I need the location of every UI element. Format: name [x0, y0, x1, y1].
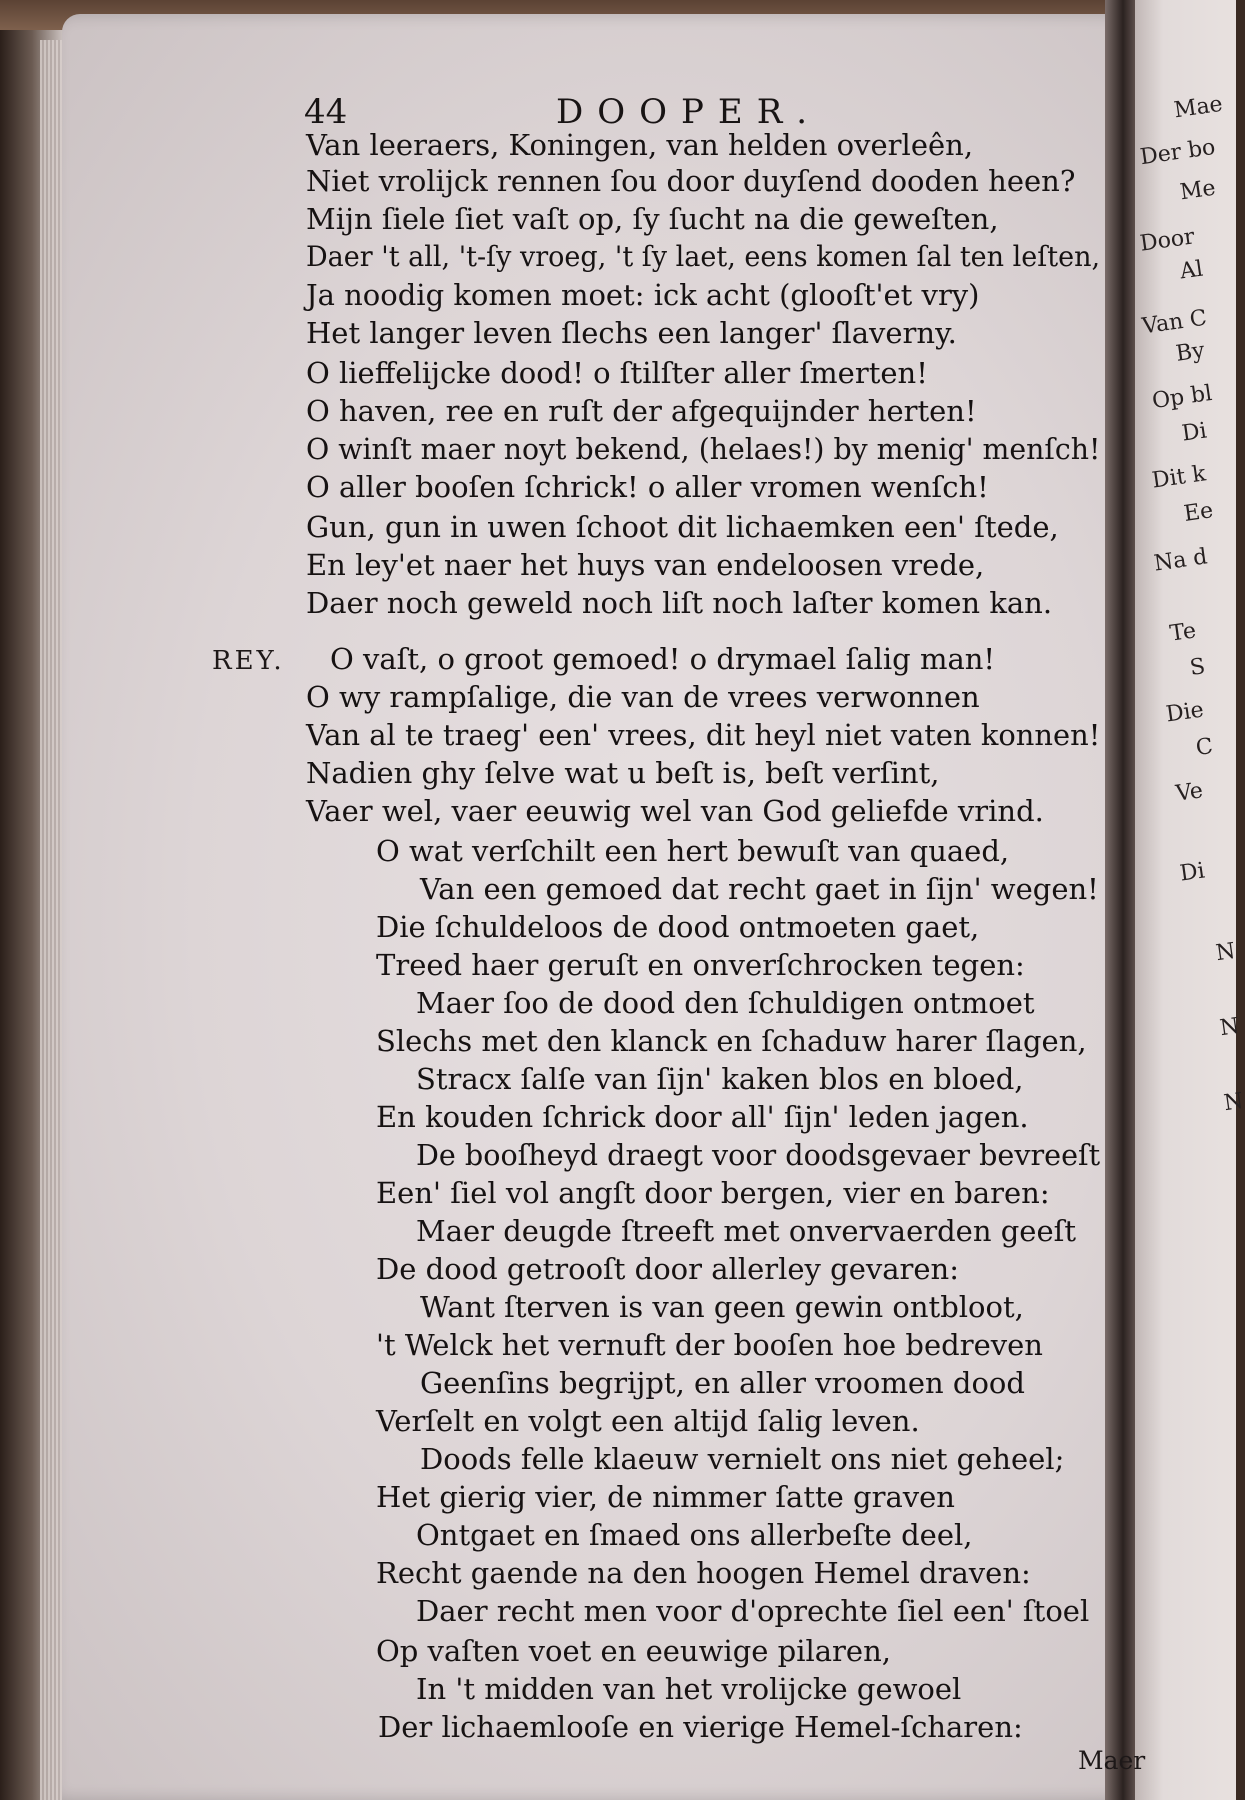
verse-line: En ley'et naer het huys van endeloosen vrede,	[306, 548, 985, 582]
facing-fragment: Na d	[1152, 544, 1209, 577]
facing-fragment: Di	[1180, 418, 1209, 447]
verse-line: Nadien ghy ſelve wat u beſt is, beſt verſint,	[306, 756, 940, 790]
facing-fragment: Ee	[1182, 498, 1215, 527]
verse-line: 't Welck het vernuft der booſen hoe bedreven	[376, 1328, 1043, 1362]
verse-line: Maer ſoo de dood den ſchuldigen ontmoet	[416, 986, 1035, 1020]
facing-fragment: Van C	[1140, 305, 1209, 340]
verse-line: In 't midden van het vrolijcke gewoel	[416, 1672, 962, 1706]
facing-fragment: Op bl	[1150, 380, 1214, 415]
verse-line: Het langer leven ſlechs een langer' ſlaverny.	[306, 316, 957, 350]
verse-line: Daer 't all, 't-ſy vroeg, 't ſy laet, eens komen ſal ten leſten,	[306, 240, 1101, 273]
verse-line: Treed haer geruſt en onverſchrocken tegen:	[376, 948, 1025, 982]
verse-line: O lieffelijcke dood! o ſtilſter aller ſmerten!	[306, 356, 928, 390]
facing-page	[1132, 0, 1245, 1800]
verse-line: Ja noodig komen moet: ick acht (glooſt'et vry)	[306, 278, 980, 312]
verse-line: Van een gemoed dat recht gaet in ſijn' wegen!	[420, 872, 1099, 906]
facing-fragment: Me	[1178, 175, 1218, 206]
verse-line: Geenſins begrijpt, en aller vroomen dood	[420, 1366, 1025, 1400]
speaker-label: REY.	[212, 646, 285, 676]
facing-fragment: Dit k	[1150, 461, 1208, 494]
verse-line: Op vaſten voet en eeuwige pilaren,	[376, 1634, 891, 1668]
verse-line: Gun, gun in uwen ſchoot dit lichaemken een' ſtede,	[306, 510, 1059, 544]
verse-line: Maer deugde ſtreeft met onvervaerden geeſt	[416, 1214, 1076, 1248]
facing-fragment: Der bo	[1138, 134, 1217, 171]
running-title: DOOPER.	[556, 92, 822, 132]
verse-line: Niet vrolijck rennen ſou door duyſend dooden heen?	[306, 164, 1076, 198]
facing-fragment: Al	[1178, 256, 1205, 285]
verse-line: O wat verſchilt een hert bewuſt van quaed,	[376, 834, 1010, 868]
verse-line: O aller booſen ſchrick! o aller vromen wenſch!	[306, 470, 989, 504]
verse-line: Daer recht men voor d'oprechte ſiel een' ſtoel	[416, 1594, 1090, 1628]
facing-fragment: Te	[1168, 618, 1198, 647]
verse-line: Een' ſiel vol angſt door bergen, vier en baren:	[376, 1176, 1050, 1210]
verse-line: Recht gaende na den hoogen Hemel draven:	[376, 1556, 1031, 1590]
book-gutter	[1105, 0, 1135, 1800]
facing-fragment: Di	[1178, 858, 1207, 887]
facing-fragment: N	[1218, 1013, 1241, 1042]
verse-line: O haven, ree en ruſt der afgequijnder herten!	[306, 394, 977, 428]
verse-line: Ontgaet en ſmaed ons allerbeſte deel,	[416, 1518, 973, 1552]
verse-line: Die ſchuldeloos de dood ontmoeten gaet,	[376, 910, 980, 944]
verse-line: En kouden ſchrick door all' ſijn' leden jagen.	[376, 1100, 1029, 1134]
facing-fragment: S	[1188, 654, 1207, 681]
facing-fragment: Ve	[1174, 778, 1205, 807]
page-number: 44	[304, 92, 348, 132]
verse-line: Mijn ſiele ſiet vaſt op, ſy ſucht na die geweſten,	[306, 202, 999, 236]
facing-fragment: Die	[1164, 697, 1206, 728]
verse-line: Want ſterven is van geen gewin ontbloot,	[420, 1290, 1024, 1324]
verse-line: Stracx ſalſe van ſijn' kaken blos en bloed,	[416, 1062, 1024, 1096]
verse-line: Vaer wel, vaer eeuwig wel van God geliefde vrind.	[306, 794, 1044, 828]
facing-fragment: Mae	[1172, 91, 1225, 124]
verse-line: O winſt maer noyt bekend, (helaes!) by menig' menſch!	[306, 432, 1101, 466]
verse-line: De dood getrooſt door allerley gevaren:	[376, 1252, 960, 1286]
catchword: Maer	[1078, 1746, 1146, 1775]
verse-line: Daer noch geweld noch liſt noch laſter komen kan.	[306, 586, 1053, 620]
verse-line: De booſheyd draegt voor doodsgevaer bevreeſt	[416, 1138, 1101, 1172]
facing-fragment: N	[1222, 1088, 1245, 1117]
verse-line: Doods felle klaeuw vernielt ons niet geheel;	[420, 1442, 1065, 1476]
verse-line: Verſelt en volgt een altijd ſalig leven.	[376, 1404, 920, 1438]
verse-line: O wy rampſalige, die van de vrees verwonnen	[306, 680, 980, 714]
verse-line: Der lichaemlooſe en vierige Hemel-ſcharen:	[378, 1710, 1023, 1744]
verse-line: Slechs met den klanck en ſchaduw harer ſlagen,	[376, 1024, 1087, 1058]
verse-line: Van al te traeg' een' vrees, dit heyl niet vaten konnen!	[306, 718, 1101, 752]
facing-fragment: N	[1214, 938, 1237, 967]
verse-line: Het gierig vier, de nimmer ſatte graven	[376, 1480, 955, 1514]
facing-fragment: C	[1194, 733, 1215, 762]
facing-fragment: Door	[1138, 224, 1197, 257]
verse-line: Van leeraers, Koningen, van helden overleên,	[306, 128, 974, 162]
verse-line: O vaſt, o groot gemoed! o drymael ſalig man!	[330, 642, 996, 676]
facing-fragment: By	[1174, 338, 1207, 367]
